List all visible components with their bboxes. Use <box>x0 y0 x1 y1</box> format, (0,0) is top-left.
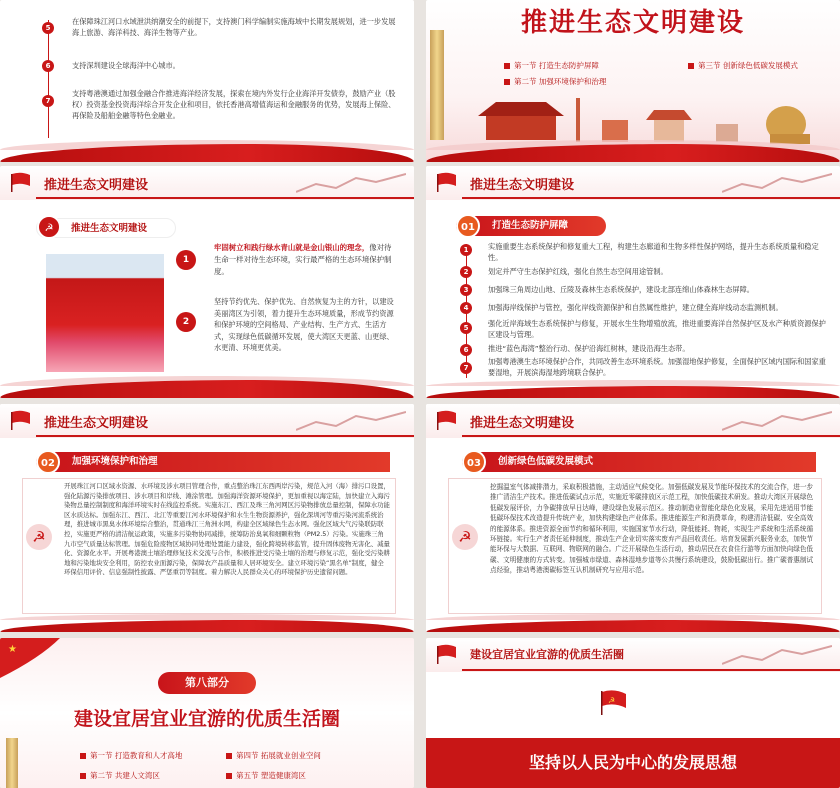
party-emblem-icon: ☭ <box>26 524 52 550</box>
list-item: 坚持节约优先、保护优先、自然恢复为主的方针，以建设美丽湾区为引领，着力提升生态环境质量，形成节约资源和保护环境的空间格局、产业结构、生产方式、生活方式，实现绿色低碳循环发展，使大湾区天更蓝、山更绿、水更清、环境更优美。 <box>214 297 394 353</box>
list-item: 牢固树立和践行绿水青山就是金山银山的理念，像对待生命一样对待生态环境，实行最严格的生态环境保护制度。 <box>214 243 392 276</box>
list-item: 加强海岸线保护与管控，强化岸线资源保护和自然属性维护，建立健全海岸线动态监测机制。 <box>488 303 783 312</box>
flag-icon <box>436 172 458 192</box>
list-item: 加强粤港澳生态环境保护合作，共同改善生态环境系统。加强湿地保护修复，全面保护区域内国际和国家重要湿地，开展滨海湿地跨境联合保护。 <box>488 357 826 377</box>
section-label: 第四节 拓展就业创业空间 <box>226 750 321 761</box>
slide-8[interactable] <box>426 638 840 788</box>
section-pill: 02 加强环境保护和治理 <box>36 452 390 472</box>
section-pill: 01 打造生态防护屏障 <box>456 216 606 236</box>
item-number: 1 <box>460 244 472 256</box>
slide-title: 推进生态文明建设 <box>520 8 745 38</box>
section-label: 第一节 打造生态防护屏障 <box>504 60 599 71</box>
flag-icon <box>436 644 458 664</box>
slide-3[interactable] <box>0 166 414 398</box>
party-emblem-icon: ☭ <box>452 524 478 550</box>
item-number: 5 <box>42 22 54 34</box>
item-number: 5 <box>460 322 472 334</box>
item-number: 6 <box>42 60 54 72</box>
list-item: 加强珠三角周边山地、丘陵及森林生态系统保护，建设北部连绵山体森林生态屏障。 <box>488 285 754 294</box>
slide-title: 建设宜居宜业宜游的优质生活圈 <box>73 708 340 730</box>
part-badge: 第八部分 <box>158 672 256 694</box>
section-label: 第二节 加强环境保护和治理 <box>504 76 606 87</box>
header-title: 建设宜居宜业宜游的优质生活圈 <box>470 648 624 661</box>
header-title: 推进生态文明建设 <box>44 178 149 193</box>
great-wall-icon <box>722 642 832 668</box>
huabiao-pillar-icon <box>6 738 18 788</box>
section-label: 第五节 塑造健康湾区 <box>226 770 306 781</box>
great-wall-icon <box>722 170 832 196</box>
flag-icon <box>10 410 32 430</box>
banner-text: 坚持以人民为中心的发展思想 <box>528 753 737 772</box>
flag-icon <box>436 410 458 430</box>
slide-2[interactable] <box>426 0 840 162</box>
slide-5[interactable] <box>0 404 414 632</box>
item-number: 4 <box>460 302 472 314</box>
great-wall-icon <box>296 170 406 196</box>
list-item: 强化近岸海域生态系统保护与修复，开展水生生物增殖放流，推进重要海洋自然保护区及水产种质资源保护区建设与管理。 <box>488 319 826 339</box>
section-pill: ☭ 推进生态文明建设 <box>36 218 176 238</box>
slide-1[interactable] <box>0 0 414 162</box>
list-item: 推进“蓝色海湾”整治行动、保护沿海红树林，建设沿海生态带。 <box>488 344 690 353</box>
item-number: 2 <box>176 312 196 332</box>
decorative-wave <box>0 620 414 632</box>
flag-icon <box>10 172 32 192</box>
list-item: 支持粤港澳通过加强金融合作推进海洋经济发展，探索在境内外发行企业海洋开发债券，鼓励产业（股权）投资基金投资海洋综合开发企业和项目，依托香港高增值海运和金融服务的优势，发展海上保险、再保险及船舶金融等特色金融业。 <box>72 89 396 120</box>
header-title: 推进生态文明建设 <box>470 178 575 193</box>
section-pill: 03 创新绿色低碳发展模式 <box>462 452 816 472</box>
great-wall-icon <box>296 408 406 434</box>
flag-icon <box>0 638 60 678</box>
flag-garden-photo <box>46 254 164 372</box>
header-title: 推进生态文明建设 <box>44 416 149 431</box>
list-item: 划定并严守生态保护红线，强化自然生态空间用途管制。 <box>488 267 668 276</box>
list-item: 在保障珠江河口水域泄洪纳潮安全的前提下，支持澳门科学编制实施海域中长期发展规划，进一步发展海上旅游、海洋科技、海洋生物等产业。 <box>72 17 396 37</box>
item-number: 1 <box>176 250 196 270</box>
party-flag-icon <box>598 688 628 716</box>
item-number: 2 <box>460 266 472 278</box>
decorative-wave <box>426 386 840 398</box>
section-label: 第二节 共建人文湾区 <box>80 770 160 781</box>
section-label: 第一节 打造教育和人才高地 <box>80 750 182 761</box>
item-number: 3 <box>460 284 472 296</box>
slide-7[interactable] <box>0 638 414 788</box>
body-text: 开展珠江河口区域水资源、水环境及涉水项目管理合作，重点整治珠江东西两岸污染，规范入河（海）排污口设置，强化陆源污染排放项目、涉水项目和岸线、滩涂管理。加强海洋资源环境保护，更加重视以海定陆，加快建立入海污染物总量控制制度和海洋环境实时在线监控系统。实施东江、西江及珠三角河网区污染物排放总量控制，保障水功能区水质达标。加强东江、西江、北江等重要江河水环境保护和水生生物资源养护，强化深圳河等重污染河流系统治理，推进城市黑臭水体环境综合整治，贯通珠江三角洲水网，构建全区域绿色生态水网。强化区域大气污染联防联控，实施更严格的清洁航运政策，实施多污染物协同减排，统筹防治臭氧和细颗粒物（PM2.5）污染。实施珠三角九市空气质量达标管理。加强危险废物区域协同处理处置能力建设，强化跨境转移监管，提升固体废物无害化、减量化、资源化水平。开展粤港澳土壤治理修复技术交流与合作，积极推进受污染土壤的治理与修复示范，强化受污染耕地和污染地块安全利用，防控农业面源污染，保障农产品质量和人居环境安全。建立环境污染“黑名单”制度，健全环保信用评价、信息强制性披露、严惩重罚等制度。着力解决人民群众关心的环境保护历史遗留问题。 <box>64 482 390 577</box>
header-title: 推进生态文明建设 <box>470 416 575 431</box>
body-text: 挖掘温室气体减排潜力，采取积极措施，主动适应气候变化。加强低碳发展及节能环保技术的交流合作，进一步推广清洁生产技术。推进低碳试点示范，实施近零碳排放区示范工程，加快低碳技术研发。推动大湾区开展绿色低碳发展评价，力争碳排放早日达峰，建设绿色发展示范区。推动制造业智能化绿色化发展，采用先进适用节能低碳环保技术改造提升传统产业，加快构建绿色产业体系。推进能源生产和消费革命，构建清洁低碳、安全高效的能源体系。推进资源全面节约和循环利用，实施国家节水行动，降低能耗、物耗，实现生产系统和生活系统循环链接。实行生产者责任延伸制度，推动生产企业切实落实废弃产品回收责任。培育发展新兴服务业态，加快节能环保与大数据、互联网、物联网的融合。广泛开展绿色生活行动，推动居民在衣食住行游等方面加快向绿色低碳、文明健康的方式转变。加强城市绿道、森林湿地步道等公共慢行系统建设，鼓励低碳出行。推广碳普惠制试点经验，推动粤港澳碳标签互认机制研究与应用示范。 <box>490 483 814 575</box>
svg-text:☭: ☭ <box>608 696 616 705</box>
list-item: 实施重要生态系统保护和修复重大工程，构建生态廊道和生物多样性保护网络，提升生态系统质量和稳定性。 <box>488 242 819 262</box>
great-wall-icon <box>722 408 832 434</box>
decorative-wave <box>426 620 840 632</box>
item-number: 7 <box>460 362 472 374</box>
svg-text:★: ★ <box>8 644 17 655</box>
slide-4[interactable] <box>426 166 840 398</box>
item-number: 6 <box>460 344 472 356</box>
list-item: 支持深圳建设全球海洋中心城市。 <box>72 61 180 70</box>
slide-6[interactable] <box>426 404 840 632</box>
section-label: 第三节 创新绿色低碳发展模式 <box>688 60 798 71</box>
item-number: 7 <box>42 95 54 107</box>
